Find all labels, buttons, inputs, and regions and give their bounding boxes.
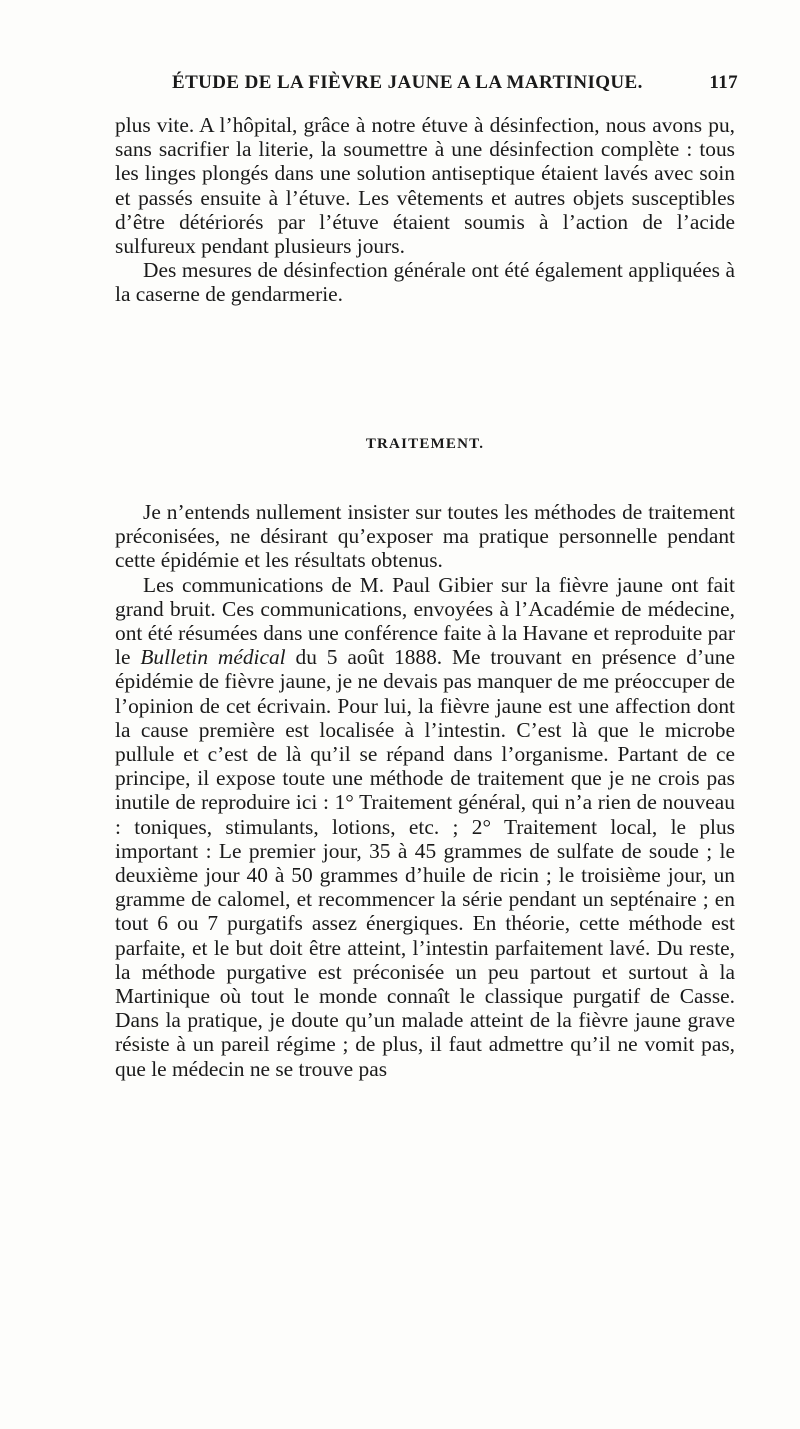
journal-title: Bulletin médical	[140, 645, 286, 670]
running-header	[116, 72, 738, 102]
page-number: 117	[709, 72, 738, 93]
paragraph-disinfection: Des mesures de désinfection générale ont été également appliquées à la caserne de gendarmerie.	[115, 258, 735, 307]
running-title: ÉTUDE DE LA FIÈVRE JAUNE A LA MARTINIQUE.	[172, 72, 643, 93]
section-heading: TRAITEMENT.	[365, 436, 485, 452]
paragraph-gibier	[115, 573, 735, 1081]
text-block-top	[115, 113, 735, 307]
paragraph-continuation: plus vite. A l’hôpital, grâce à notre étuve à désinfection, nous avons pu, sans sacrifier la literie, la soumettre à une désinfection complète : tous les linges plongés dans une solution antiseptique étaient lavés avec soin et passés ensuite à l’étuve. Les vêtements et autres objets susceptibles d’être détériorés par l’étuve étaient soumis à l’action de l’acide sulfureux pendant plusieurs jours.	[115, 113, 735, 259]
text-block-bottom	[115, 500, 735, 1081]
paragraph-gibier-part1: Les communications de M. Paul Gibier sur la fièvre jaune ont fait grand bruit. Ces communications, envoyées à l’Académie de médecine, ont été résumées dans une conférence faite à la Havane et reproduite par le	[115, 572, 735, 670]
paragraph-intro: Je n’entends nullement insister sur toutes les méthodes de traitement préconisées, ne désirant qu’exposer ma pratique personnelle pendant cette épidémie et les résultats obtenus.	[115, 500, 735, 573]
paragraph-gibier-part2: du 5 août 1888. Me trouvant en présence d’une épidémie de fièvre jaune, je ne devais pas manquer de me préoccuper de l’opinion de cet écrivain. Pour lui, la fièvre jaune est une affection dont la cause première est localisée à l’intestin. C’est là que le microbe pullule et c’est de là qu’il se répand dans l’organisme. Partant de ce principe, il expose toute une méthode de traitement que je ne crois pas inutile de reproduire ici : 1° Traitement général, qui n’a rien de nouveau : toniques, stimulants, lotions, etc. ; 2° Traitement local, le plus important : Le premier jour, 35 à 45 grammes de sulfate de soude ; le deuxième jour 40 à 50 grammes d’huile de ricin ; le troisième jour, un gramme de calomel, et recommencer la série pendant un septénaire ; en tout 6 ou 7 purgatifs assez énergiques. En théorie, cette méthode est parfaite, et le but doit être atteint, l’intestin parfaitement lavé. Du reste, la méthode purgative est préconisée un peu partout et surtout à la Martinique où tout le monde connaît le classique purgatif de Casse. Dans la pratique, je doute qu’un malade atteint de la fièvre jaune grave résiste à un pareil régime ; de plus, il faut admettre qu’il ne vomit pas, que le médecin ne se trouve pas	[115, 645, 735, 1081]
